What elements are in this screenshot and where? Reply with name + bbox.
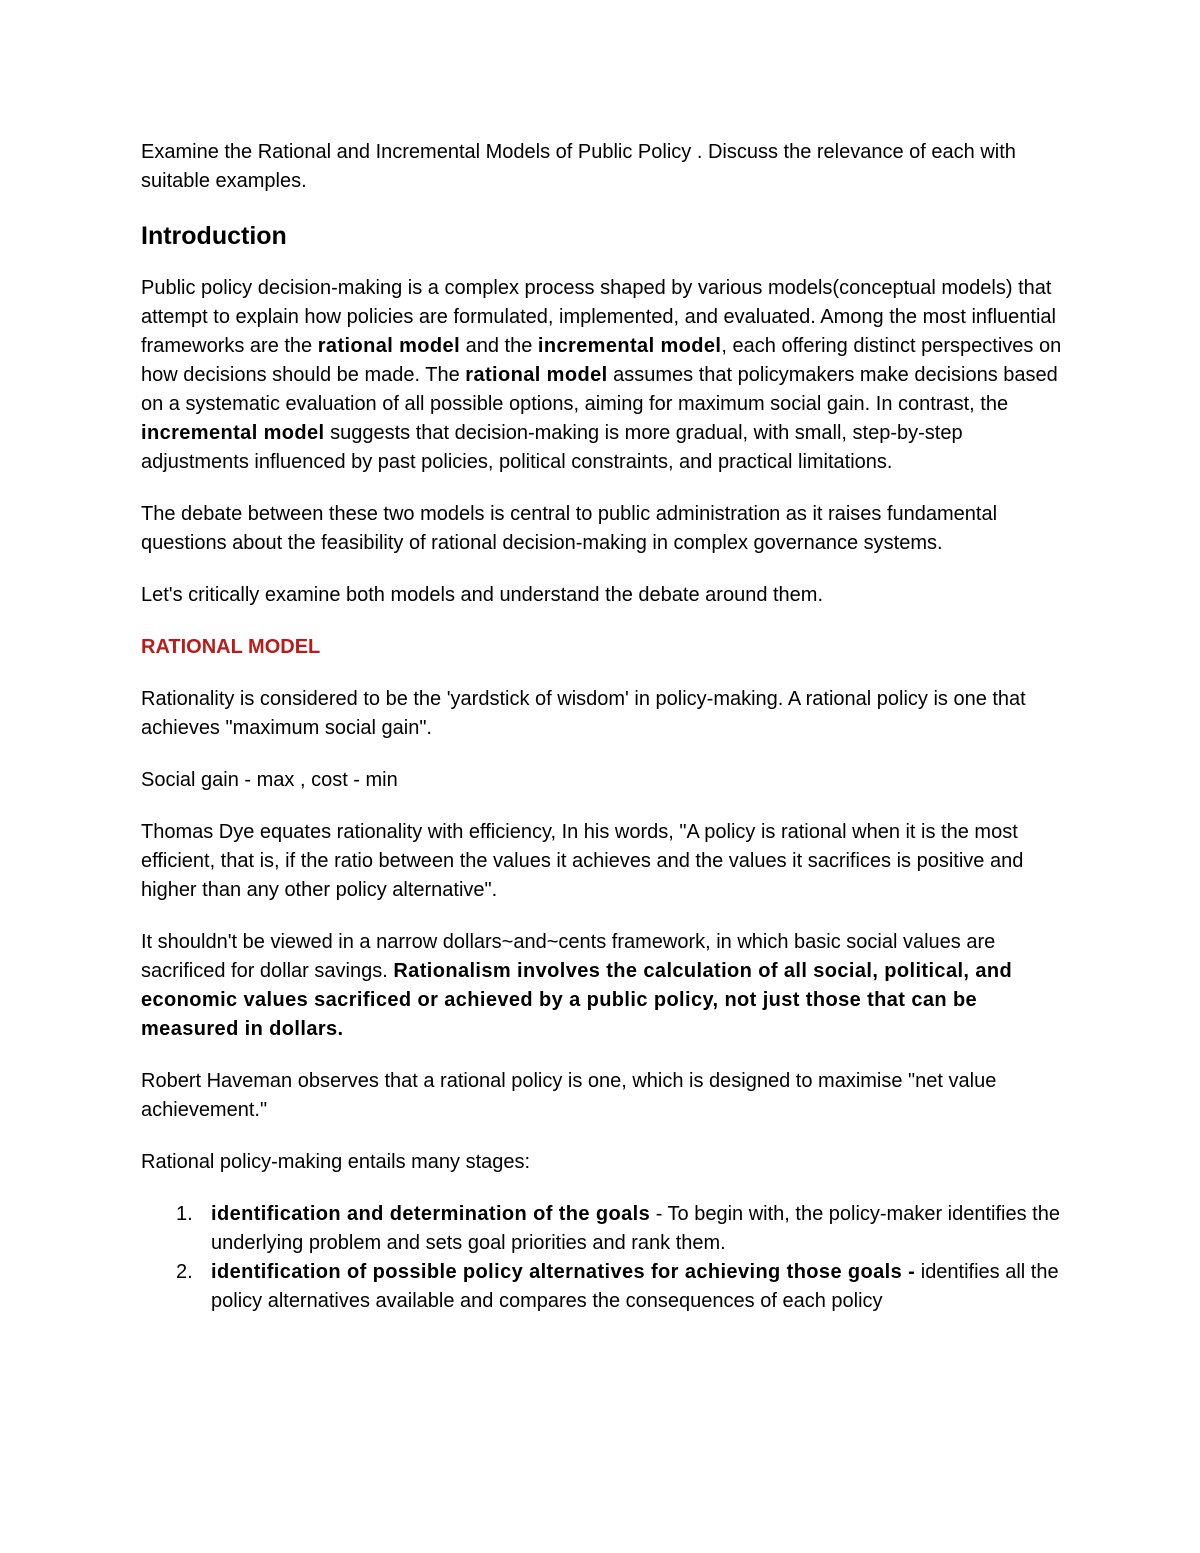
text-run: Public policy decision-making is a complex process shaped by various models(conceptual models) that attempt to explain how policies are formulated, implemented, and evaluated. Among the most influential frameworks are the bbox=[141, 277, 1056, 357]
rational-paragraph-5: Robert Haveman observes that a rational policy is one, which is designed to maximise "net value achievement." bbox=[141, 1070, 997, 1121]
question-text: Examine the Rational and Incremental Models of Public Policy . Discuss the relevance of each with suitable examples. bbox=[141, 141, 1016, 192]
rational-paragraph-6: Rational policy-making entails many stages: bbox=[141, 1151, 531, 1173]
bold-term: incremental model bbox=[537, 335, 722, 357]
text-run: assumes that policymakers make decisions based on a systematic evaluation of all possible options, aiming for maximum social gain. In contrast, the bbox=[141, 364, 1058, 415]
stages-list bbox=[141, 1200, 1071, 1316]
bold-term: rational model bbox=[317, 335, 461, 357]
intro-paragraph-2: The debate between these two models is central to public administration as it raises fundamental questions about the feasibility of rational decision-making in complex governance systems. bbox=[141, 503, 998, 554]
introduction-heading: Introduction bbox=[141, 222, 287, 250]
text-run: identifies all the policy alternatives available and compares the consequences of each policy bbox=[211, 1261, 1059, 1312]
list-item bbox=[141, 1200, 1071, 1258]
text-run: suggests that decision-making is more gradual, with small, step-by-step adjustments influenced by past policies, political constraints, and practical limitations. bbox=[141, 422, 963, 473]
text-run: It shouldn't be viewed in a narrow dollars~and~cents framework, in which basic social values are sacrificed for dollar savings. bbox=[141, 931, 996, 982]
rational-paragraph-3: Thomas Dye equates rationality with efficiency, In his words, "A policy is rational when it is the most efficient, that is, if the ratio between the values it achieves and the values it sacrifices is positive and higher than any other policy alternative". bbox=[141, 821, 1024, 901]
bold-statement: Rationalism involves the calculation of all social, political, and economic values sacrificed or achieved by a public policy, not just those that can be measured in dollars. bbox=[141, 960, 1013, 1040]
text-run: , each offering distinct perspectives on how decisions should be made. The bbox=[141, 335, 1062, 386]
rational-paragraph-4 bbox=[141, 928, 1071, 1044]
rational-paragraph-2: Social gain - max , cost - min bbox=[141, 769, 398, 791]
list-number: 1. bbox=[176, 1203, 193, 1225]
intro-paragraph-1 bbox=[141, 274, 1071, 477]
list-number: 2. bbox=[176, 1261, 193, 1283]
bold-term: identification and determination of the goals bbox=[211, 1203, 651, 1225]
text-run: - To begin with, the policy-maker identifies the underlying problem and sets goal priorities and rank them. bbox=[211, 1203, 1060, 1254]
bold-term: rational model bbox=[465, 364, 608, 386]
intro-paragraph-3: Let's critically examine both models and understand the debate around them. bbox=[141, 584, 824, 606]
rational-paragraph-1: Rationality is considered to be the 'yardstick of wisdom' in policy-making. A rational policy is one that achieves "maximum social gain". bbox=[141, 688, 1026, 739]
bold-term: incremental model bbox=[141, 422, 325, 444]
list-item bbox=[141, 1258, 1071, 1316]
text-run: and the bbox=[460, 335, 538, 357]
document-page bbox=[141, 138, 1071, 1316]
rational-model-heading: RATIONAL MODEL bbox=[141, 636, 321, 658]
bold-term: identification of possible policy alternatives for achieving those goals - bbox=[211, 1261, 916, 1283]
